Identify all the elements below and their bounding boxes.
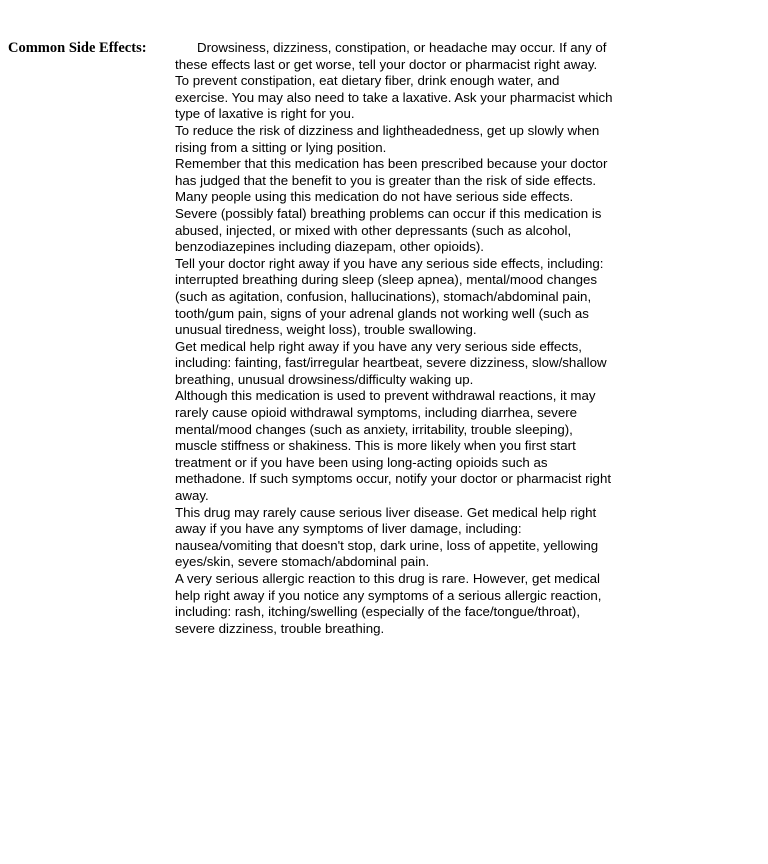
paragraph-9: This drug may rarely cause serious liver disease. Get medical help right away if you have any symptoms of liver damage, including: nausea/vomiting that doesn't stop, dark urine, loss of appetite, yellowing eyes/skin, severe stomach/abdominal pain. <box>175 504 599 570</box>
paragraph-10: A very serious allergic reaction to this drug is rare. However, get medical help right away if you notice any symptoms of a serious allergic reaction, including: rash, itching/swelling (especially of the face/tongue/throat), severe dizziness, trouble breathing. <box>175 571 602 636</box>
section-content <box>175 0 768 637</box>
paragraph-3: To reduce the risk of dizziness and lightheadedness, get up slowly when rising from a sitting or lying position. <box>175 122 600 155</box>
section-label-cell <box>0 0 175 57</box>
paragraph-6: Tell your doctor right away if you have any serious side effects, including: interrupted breathing during sleep (sleep apnea), mental/mood changes (such as agitation, confusion, hallucinations), stomach/abdominal pain, tooth/gum pain, signs of your adrenal glands not working well (such as unusual tiredness, weight loss), trouble swallowing. <box>175 255 604 338</box>
paragraph-2: To prevent constipation, eat dietary fiber, drink enough water, and exercise. You may also need to take a laxative. Ask your pharmacist which type of laxative is right for you. <box>175 73 613 122</box>
paragraph-5: Severe (possibly fatal) breathing problems can occur if this medication is abused, injected, or mixed with other depressants (such as alcohol, benzodiazepines including diazepam, other opioids). <box>175 205 602 255</box>
paragraph-1: Drowsiness, dizziness, constipation, or headache may occur. If any of these effects last or get worse, tell your doctor or pharmacist right away. <box>175 40 607 72</box>
paragraph-4: Remember that this medication has been prescribed because your doctor has judged that the benefit to you is greater than the risk of side effects. Many people using this medication do not have serious side effects. <box>175 156 608 205</box>
section-label: Common Side Effects: <box>8 40 147 56</box>
paragraph-7: Get medical help right away if you have any very serious side effects, including: fainting, fast/irregular heartbeat, severe dizziness, slow/shallow breathing, unusual drowsiness/difficulty waking up. <box>175 338 607 387</box>
paragraph-8: Although this medication is used to prevent withdrawal reactions, it may rarely cause opioid withdrawal symptoms, including diarrhea, severe mental/mood changes (such as anxiety, irritability, trouble sleeping), muscle stiffness or shakiness. This is more likely when you first start treatment or if you have been using long-acting opioids such as methadone. If such symptoms occur, notify your doctor or pharmacist right away. <box>175 388 612 504</box>
